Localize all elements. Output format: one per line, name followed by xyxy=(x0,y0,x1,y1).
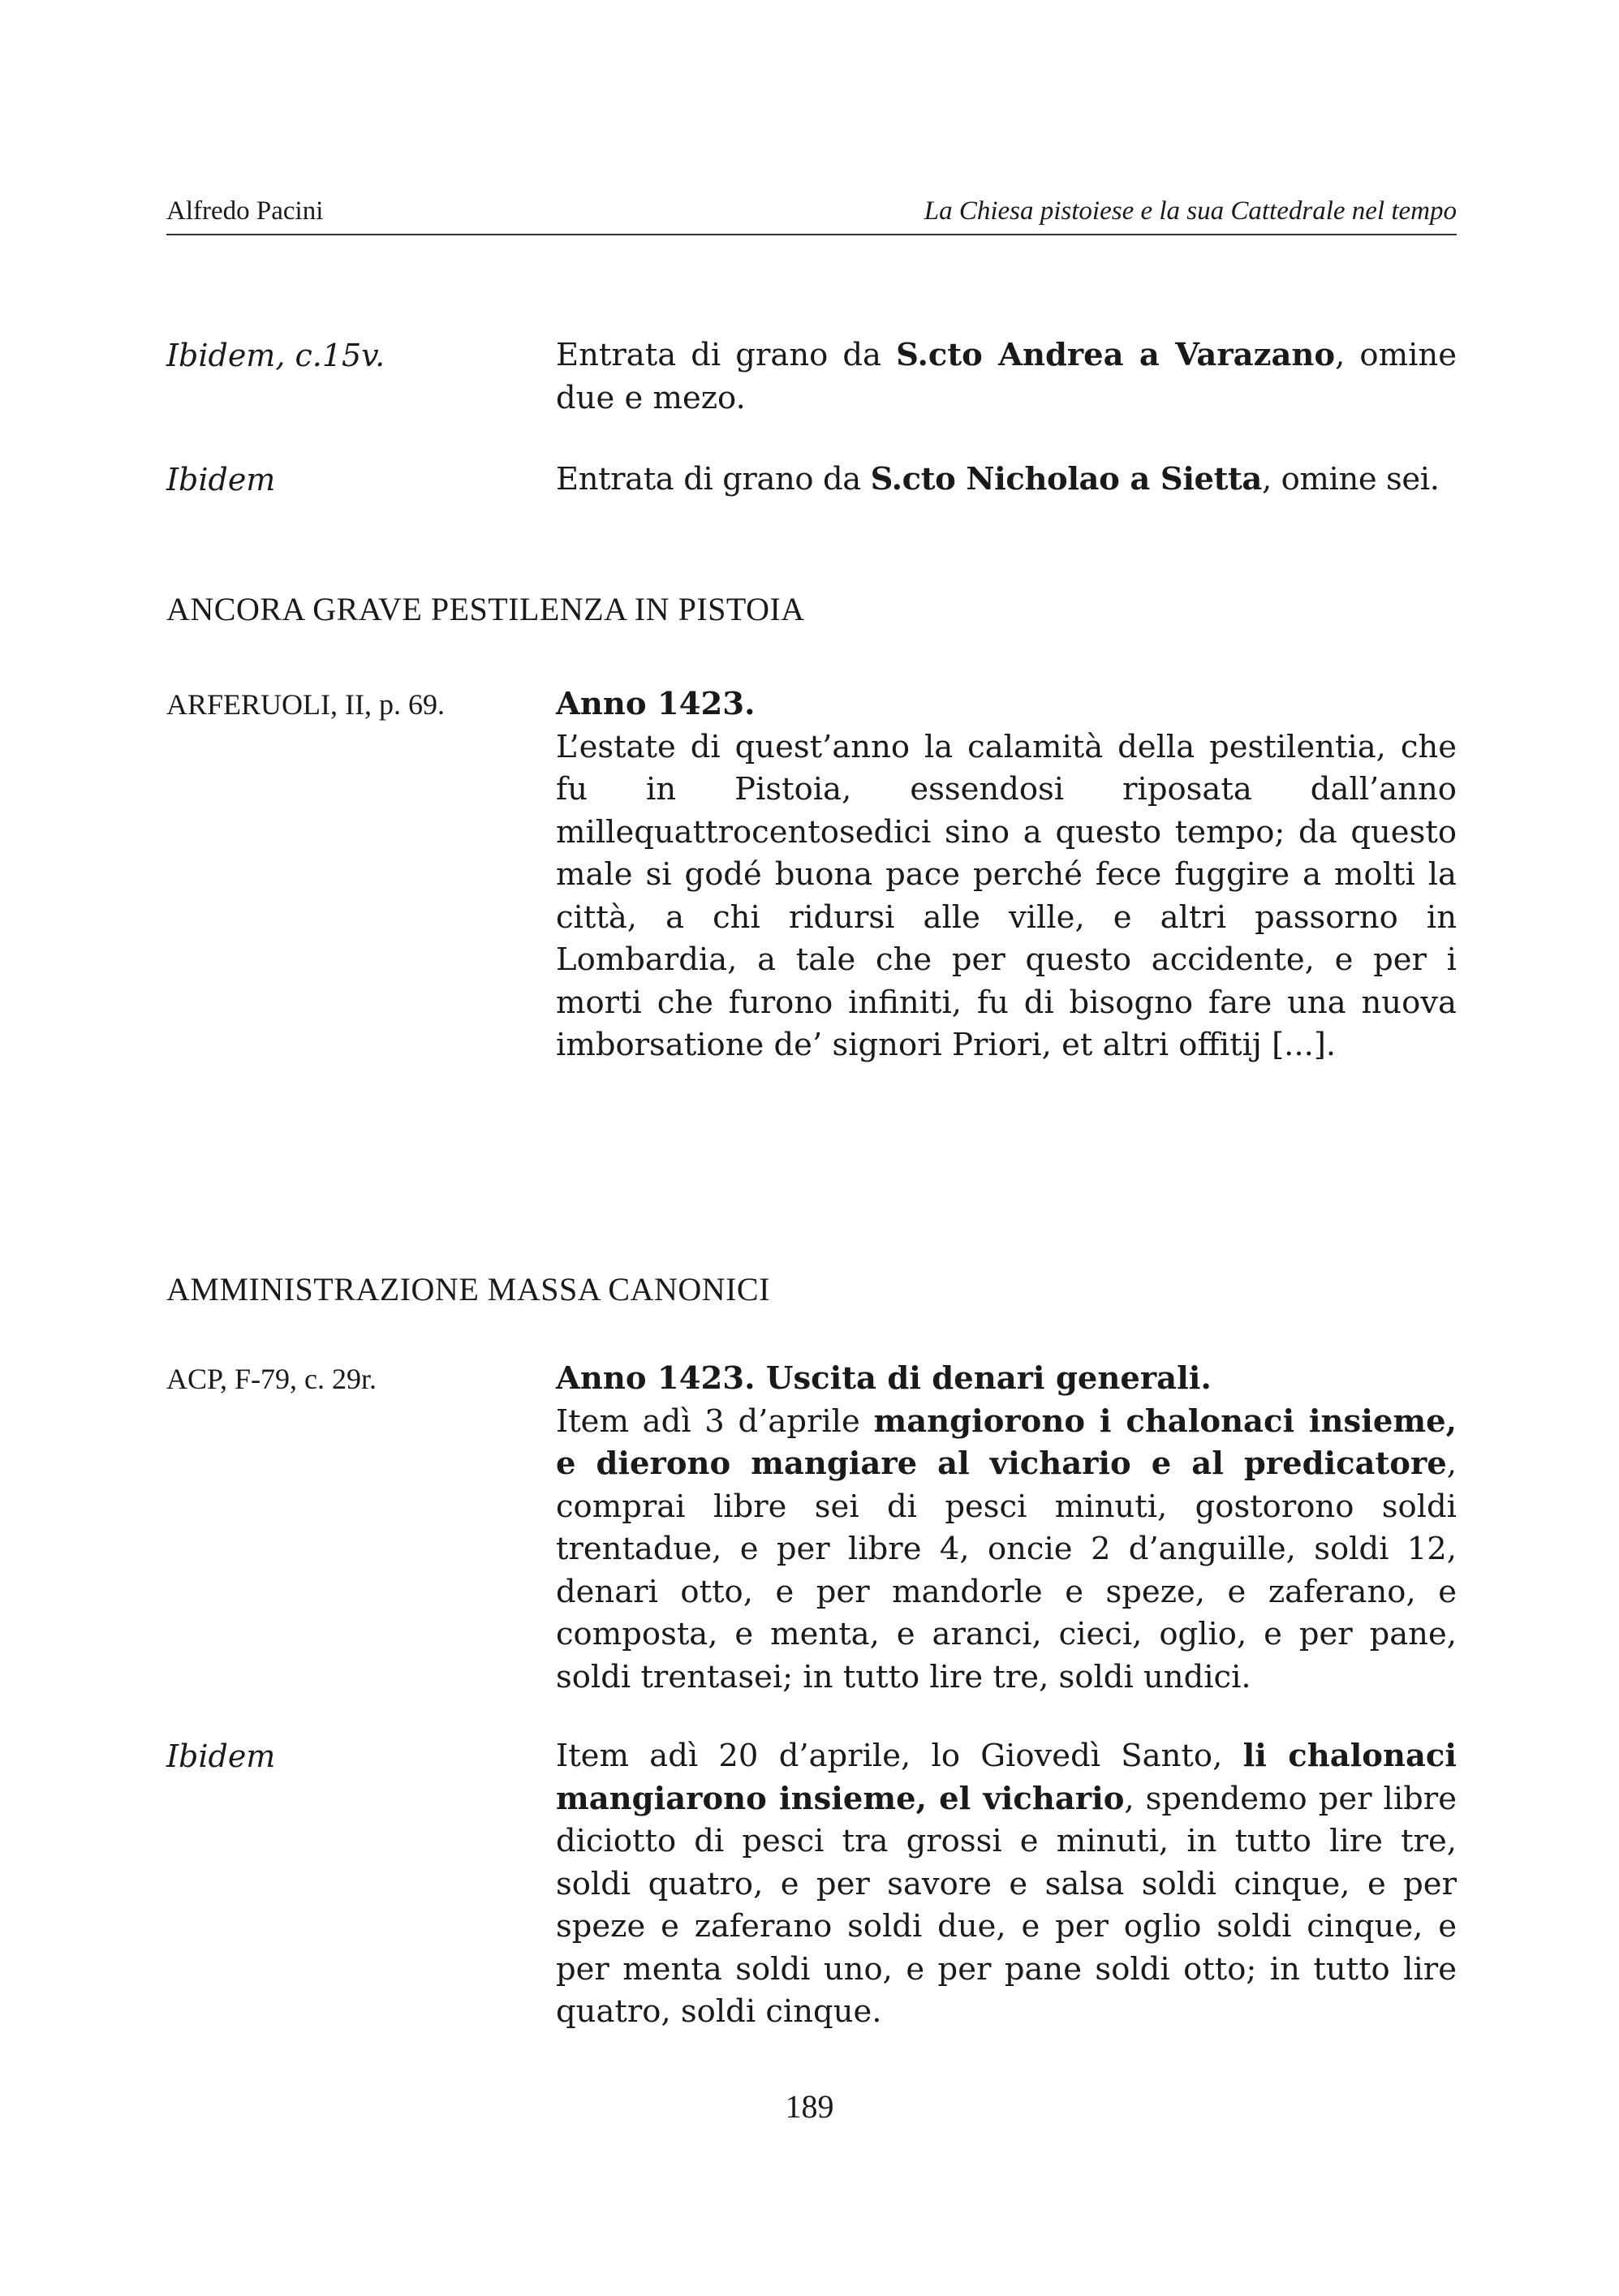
entry-text-post: , comprai libre sei di pesci minuti, gostorono soldi trentadue, e per libre 4, oncie 2 d’anguille, soldi 12, denari otto, e per mandorle e speze, e zaferano, e composta, e menta, e aranci, cieci, oglio, e per pane, soldi trentasei; in tutto lire tre, soldi undici. xyxy=(556,1445,1457,1695)
entry-sietta xyxy=(166,459,1457,507)
running-header xyxy=(166,193,1457,235)
entry-arferuoli xyxy=(166,683,1457,1073)
entry-text-post: , spendemo per libre diciotto di pesci tra grossi e minuti, in tutto lire tre, soldi quatro, e per savore e salsa soldi cinque, e per speze e zaferano soldi due, e per oglio soldi cinque, e per menta soldi uno, e per pane soldi otto; in tutto lire quatro, soldi cinque. xyxy=(556,1780,1457,2030)
entry-text-bold: S.cto Nicholao a Sietta xyxy=(870,461,1262,498)
page-number: 189 xyxy=(785,2088,834,2125)
entry-acp xyxy=(166,1358,1457,1699)
entry-text-pre: Item adì 20 d’aprile, lo Giovedì Santo, xyxy=(556,1738,1243,1774)
entry-year: Anno 1423. xyxy=(556,686,756,722)
entry-reference xyxy=(166,683,445,726)
entry-text xyxy=(556,459,1457,502)
entry-text-bold: li chalonaci mangiarono insieme, el vichario xyxy=(556,1738,1457,1817)
entry-reference-text: ARFERUOLI, II, p. 69. xyxy=(166,688,445,721)
entry-reference-text: Ibidem, c.15v. xyxy=(166,338,385,373)
entry-text-bold: mangiorono i chalonaci insieme, e dierono mangiare al vichario e al predicatore xyxy=(556,1402,1457,1482)
entry-reference xyxy=(166,459,275,501)
section-heading-pestilenza: ANCORA GRAVE PESTILENZA IN PISTOIA xyxy=(166,591,805,627)
entry-reference-text: Ibidem xyxy=(166,1738,276,1774)
entry-reference xyxy=(166,1735,275,1777)
entry-text xyxy=(556,1358,1457,1699)
entry-body: L’estate di quest’anno la calamità della pestilentia, che fu in Pistoia, essendosi riposata dall’anno millequattrocentosedici sino a questo tempo; da questo male si godé buona pace perché fece fuggire a molti la città, a chi ridursi alle ville, e altri passorno in Lombardia, a tale che per questo accidente, e per i morti che furono infiniti, fu di bisogno fare una nuova imborsatione de’ signori Priori, et altri offitij [...]. xyxy=(556,728,1457,1063)
entry-text xyxy=(556,1735,1457,2034)
section-heading-amministrazione: AMMINISTRAZIONE MASSA CANONICI xyxy=(166,1271,770,1307)
entry-text-bold: S.cto Andrea a Varazano xyxy=(896,337,1336,373)
entry-reference xyxy=(166,1358,377,1400)
entry-text-post: , omine sei. xyxy=(1261,461,1440,498)
entry-text xyxy=(556,334,1457,420)
entry-text-pre: Entrata di grano da xyxy=(556,337,897,373)
header-title: La Chiesa pistoiese e la sua Cattedrale nel tempo xyxy=(924,196,1457,226)
entry-reference xyxy=(166,334,385,377)
entry-text-pre: Entrata di grano da xyxy=(556,461,871,498)
header-author: Alfredo Pacini xyxy=(166,196,324,226)
entry-text-post: , omine due e mezo. xyxy=(556,337,1457,416)
entry-reference-text: ACP, F-79, c. 29r. xyxy=(166,1363,377,1395)
entry-varazano xyxy=(166,334,1457,424)
entry-giovedi-santo xyxy=(166,1735,1457,2030)
entry-title: Anno 1423. Uscita di denari generali. xyxy=(556,1360,1212,1397)
entry-text xyxy=(556,683,1457,1067)
entry-reference-text: Ibidem xyxy=(166,462,276,498)
entry-text-pre: Item adì 3 d’aprile xyxy=(556,1402,874,1440)
